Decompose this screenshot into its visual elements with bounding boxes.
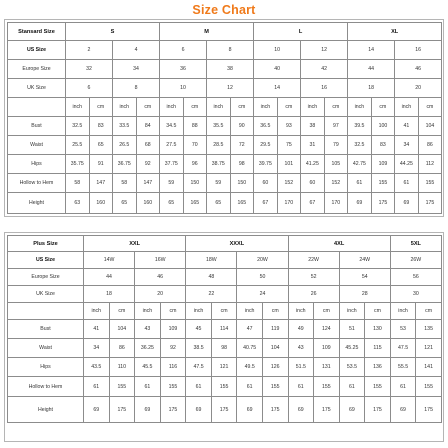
us-size-value: 26W [390,252,441,269]
measurement-value: 155 [211,377,237,397]
measurement-value: 58 [113,174,137,193]
measurement-value: 86 [109,339,135,358]
measurement-value: 61 [390,377,416,397]
measurement-value: 126 [262,358,288,377]
measurement-value: 88 [183,117,207,136]
measurement-value: 51.5 [288,358,314,377]
unit-label: cm [314,303,340,320]
measurement-value: 141 [416,358,442,377]
measurement-label: Bust [8,320,84,339]
measurement-row [8,377,442,397]
us-size-value: 16W [135,252,186,269]
measurement-value: 130 [365,320,391,339]
us-size-value: 22W [288,252,339,269]
unit-label: inch [339,303,365,320]
uk-size-value: 14 [254,79,301,98]
measurement-row [8,397,442,423]
measurement-value: 65 [207,193,231,214]
measurement-value: 29.5 [254,136,278,155]
unit-label: cm [230,98,254,117]
measurement-value: 90 [230,117,254,136]
measurement-value: 121 [211,358,237,377]
measurement-label: Height [8,397,84,423]
unit-label: cm [277,98,301,117]
unit-label: inch [135,303,161,320]
measurement-value: 41 [84,320,110,339]
measurement-value: 170 [324,193,348,214]
measurement-value: 55.5 [390,358,416,377]
us-size-value: 8 [207,41,254,60]
measurement-value: 65 [160,193,184,214]
measurement-value: 97 [324,117,348,136]
measurement-value: 155 [371,174,395,193]
measurement-value: 150 [230,174,254,193]
unit-label: inch [348,98,372,117]
us-size-value: 24W [339,252,390,269]
europe-size-value: 42 [301,60,348,79]
measurement-row [8,174,442,193]
measurement-value: 41.25 [301,155,325,174]
measurement-value: 115 [365,339,391,358]
uk-size-value: 18 [348,79,395,98]
size-group-header: 4XL [288,236,390,252]
europe-size-row [8,269,442,286]
measurement-value: 38.75 [207,155,231,174]
measurement-value: 175 [109,397,135,423]
measurement-value: 25.5 [66,136,90,155]
measurement-value: 150 [183,174,207,193]
measurement-value: 60 [254,174,278,193]
measurement-value: 28.5 [207,136,231,155]
measurement-value: 114 [211,320,237,339]
europe-size-row [8,60,442,79]
us-size-value: 18W [186,252,237,269]
unit-label: cm [324,98,348,117]
measurement-value: 69 [135,397,161,423]
us-size-label: US Size [8,252,84,269]
measurement-value: 147 [136,174,160,193]
measurement-row [8,193,442,214]
measurement-value: 155 [262,377,288,397]
unit-row [8,303,442,320]
measurement-value: 39.75 [254,155,278,174]
uk-size-row [8,286,442,303]
unit-label: cm [416,303,442,320]
measurement-value: 104 [262,339,288,358]
measurement-value: 32.5 [66,117,90,136]
uk-size-value: 26 [288,286,339,303]
measurement-value: 121 [416,339,442,358]
unit-label: cm [262,303,288,320]
measurement-value: 110 [109,358,135,377]
measurement-label: Height [8,193,66,214]
measurement-label: Waist [8,339,84,358]
europe-size-value: 36 [160,60,207,79]
uk-size-value: 20 [135,286,186,303]
measurement-value: 105 [324,155,348,174]
unit-label: inch [254,98,278,117]
us-size-row [8,41,442,60]
size-type-label: Plus Size [8,236,84,252]
measurement-value: 37.75 [160,155,184,174]
measurement-label: Hips [8,358,84,377]
unit-label: cm [418,98,442,117]
measurement-value: 61 [135,377,161,397]
measurement-value: 165 [183,193,207,214]
measurement-value: 26.5 [113,136,137,155]
uk-size-value: 20 [395,79,442,98]
unit-label: inch [186,303,212,320]
measurement-value: 67 [301,193,325,214]
measurement-value: 53 [390,320,416,339]
measurement-value: 49.5 [237,358,263,377]
measurement-value: 96 [183,155,207,174]
europe-size-value: 52 [288,269,339,286]
measurement-value: 104 [418,117,442,136]
measurement-value: 61 [288,377,314,397]
measurement-value: 175 [314,397,340,423]
page-title: Size Chart [192,3,256,17]
measurement-value: 155 [160,377,186,397]
europe-size-value: 50 [237,269,288,286]
measurement-value: 45.5 [135,358,161,377]
measurement-row [8,358,442,377]
unit-row-label [8,98,66,117]
unit-label: inch [301,98,325,117]
measurement-value: 175 [160,397,186,423]
measurement-value: 59 [160,174,184,193]
uk-size-value: 28 [339,286,390,303]
europe-size-value: 56 [390,269,441,286]
measurement-value: 175 [371,193,395,214]
measurement-value: 35.75 [66,155,90,174]
measurement-value: 38 [301,117,325,136]
us-size-value: 2 [66,41,113,60]
europe-size-value: 44 [348,60,395,79]
us-size-value: 20W [237,252,288,269]
measurement-value: 34 [84,339,110,358]
measurement-value: 131 [314,358,340,377]
measurement-value: 47.5 [390,339,416,358]
measurement-value: 135 [416,320,442,339]
unit-label: inch [160,98,184,117]
measurement-value: 67 [254,193,278,214]
measurement-value: 39.5 [348,117,372,136]
measurement-value: 155 [418,174,442,193]
measurement-value: 152 [324,174,348,193]
measurement-label: Bust [8,117,66,136]
size-header-row [8,236,442,252]
measurement-value: 47 [237,320,263,339]
measurement-value: 35.5 [207,117,231,136]
measurement-value: 75 [277,136,301,155]
uk-size-value: 6 [66,79,113,98]
uk-size-value: 8 [113,79,160,98]
us-size-value: 10 [254,41,301,60]
unit-label: inch [395,98,419,117]
europe-size-label: Europe Size [8,269,84,286]
measurement-value: 69 [237,397,263,423]
measurement-value: 175 [418,193,442,214]
europe-size-value: 44 [84,269,135,286]
size-type-label: Stansard Size [8,23,66,41]
measurement-value: 83 [89,117,113,136]
measurement-value: 61 [348,174,372,193]
measurement-value: 92 [160,339,186,358]
measurement-value: 43.5 [84,358,110,377]
measurement-value: 58 [66,174,90,193]
measurement-value: 69 [186,397,212,423]
measurement-value: 147 [89,174,113,193]
europe-size-value: 40 [254,60,301,79]
europe-size-value: 54 [339,269,390,286]
measurement-value: 47.5 [186,358,212,377]
measurement-value: 101 [277,155,301,174]
measurement-value: 155 [314,377,340,397]
measurement-row [8,117,442,136]
unit-label: cm [183,98,207,117]
measurement-value: 69 [348,193,372,214]
measurement-value: 175 [416,397,442,423]
measurement-row [8,339,442,358]
measurement-value: 36.75 [113,155,137,174]
measurement-value: 43 [288,339,314,358]
unit-label: cm [160,303,186,320]
measurement-value: 34.5 [160,117,184,136]
unit-label: inch [288,303,314,320]
measurement-value: 170 [277,193,301,214]
measurement-value: 34 [395,136,419,155]
plus-size-table [7,235,442,423]
measurement-value: 41 [395,117,419,136]
measurement-value: 69 [84,397,110,423]
measurement-value: 27.5 [160,136,184,155]
measurement-value: 36.25 [135,339,161,358]
unit-label: inch [390,303,416,320]
measurement-value: 65 [113,193,137,214]
europe-size-value: 38 [207,60,254,79]
measurement-row [8,320,442,339]
europe-size-value: 46 [135,269,186,286]
measurement-value: 59 [207,174,231,193]
us-size-value: 6 [160,41,207,60]
measurement-value: 45 [186,320,212,339]
measurement-value: 136 [365,358,391,377]
measurement-value: 33.5 [113,117,137,136]
measurement-value: 61 [395,174,419,193]
measurement-value: 40.75 [237,339,263,358]
measurement-value: 79 [324,136,348,155]
measurement-value: 155 [416,377,442,397]
measurement-value: 84 [136,117,160,136]
measurement-value: 42.75 [348,155,372,174]
size-group-header: M [160,23,254,41]
measurement-value: 43 [135,320,161,339]
measurement-value: 93 [277,117,301,136]
unit-label: inch [207,98,231,117]
unit-label: cm [136,98,160,117]
measurement-value: 124 [314,320,340,339]
unit-label: cm [109,303,135,320]
measurement-value: 175 [262,397,288,423]
measurement-value: 165 [230,193,254,214]
measurement-value: 160 [89,193,113,214]
measurement-row [8,136,442,155]
size-group-header: 5XL [390,236,441,252]
measurement-label: Waist [8,136,66,155]
measurement-value: 86 [418,136,442,155]
unit-label: cm [211,303,237,320]
measurement-value: 31 [301,136,325,155]
measurement-label: Hips [8,155,66,174]
measurement-value: 98 [230,155,254,174]
unit-label: inch [84,303,110,320]
us-size-row [8,252,442,269]
measurement-value: 53.5 [339,358,365,377]
us-size-value: 16 [395,41,442,60]
uk-size-value: 16 [301,79,348,98]
measurement-value: 109 [160,320,186,339]
size-header-row [8,23,442,41]
measurement-value: 61 [237,377,263,397]
us-size-value: 14 [348,41,395,60]
uk-size-label: UK Size [8,79,66,98]
europe-size-value: 32 [66,60,113,79]
measurement-value: 45.25 [339,339,365,358]
unit-label: inch [237,303,263,320]
measurement-value: 69 [390,397,416,423]
uk-size-value: 12 [207,79,254,98]
unit-label: inch [66,98,90,117]
us-size-value: 14W [84,252,135,269]
measurement-value: 155 [365,377,391,397]
uk-size-value: 18 [84,286,135,303]
size-group-header: XXL [84,236,186,252]
unit-label: cm [365,303,391,320]
measurement-value: 109 [371,155,395,174]
unit-label: cm [371,98,395,117]
measurement-value: 38.5 [186,339,212,358]
measurement-value: 60 [301,174,325,193]
uk-size-label: UK Size [8,286,84,303]
measurement-value: 83 [371,136,395,155]
measurement-label: Hollow to Hem [8,377,84,397]
measurement-value: 36.5 [254,117,278,136]
size-group-header: XL [348,23,442,41]
measurement-value: 68 [136,136,160,155]
measurement-value: 44.25 [395,155,419,174]
measurement-value: 100 [371,117,395,136]
measurement-value: 69 [339,397,365,423]
measurement-value: 61 [339,377,365,397]
measurement-value: 63 [66,193,90,214]
measurement-value: 70 [183,136,207,155]
measurement-value: 61 [186,377,212,397]
measurement-value: 92 [136,155,160,174]
measurement-value: 98 [211,339,237,358]
measurement-value: 49 [288,320,314,339]
measurement-value: 109 [314,339,340,358]
us-size-value: 12 [301,41,348,60]
unit-label: inch [113,98,137,117]
measurement-value: 155 [109,377,135,397]
unit-row [8,98,442,117]
measurement-value: 116 [160,358,186,377]
europe-size-value: 46 [395,60,442,79]
measurement-value: 69 [288,397,314,423]
size-group-header: S [66,23,160,41]
us-size-value: 4 [113,41,160,60]
europe-size-label: Europe Size [8,60,66,79]
measurement-value: 69 [395,193,419,214]
europe-size-value: 34 [113,60,160,79]
measurement-value: 51 [339,320,365,339]
measurement-value: 61 [84,377,110,397]
measurement-value: 119 [262,320,288,339]
measurement-value: 91 [89,155,113,174]
measurement-value: 160 [136,193,160,214]
us-size-label: US Size [8,41,66,60]
measurement-value: 152 [277,174,301,193]
size-group-header: L [254,23,348,41]
uk-size-value: 22 [186,286,237,303]
measurement-value: 104 [109,320,135,339]
measurement-value: 72 [230,136,254,155]
measurement-value: 65 [89,136,113,155]
uk-size-value: 24 [237,286,288,303]
europe-size-value: 48 [186,269,237,286]
size-group-header: XXXL [186,236,288,252]
standard-size-table [7,22,442,214]
uk-size-value: 30 [390,286,441,303]
uk-size-row [8,79,442,98]
measurement-row [8,155,442,174]
measurement-value: 175 [211,397,237,423]
unit-row-label [8,303,84,320]
unit-label: cm [89,98,113,117]
measurement-value: 112 [418,155,442,174]
measurement-value: 32.5 [348,136,372,155]
uk-size-value: 10 [160,79,207,98]
measurement-label: Hollow to Hem [8,174,66,193]
measurement-value: 175 [365,397,391,423]
